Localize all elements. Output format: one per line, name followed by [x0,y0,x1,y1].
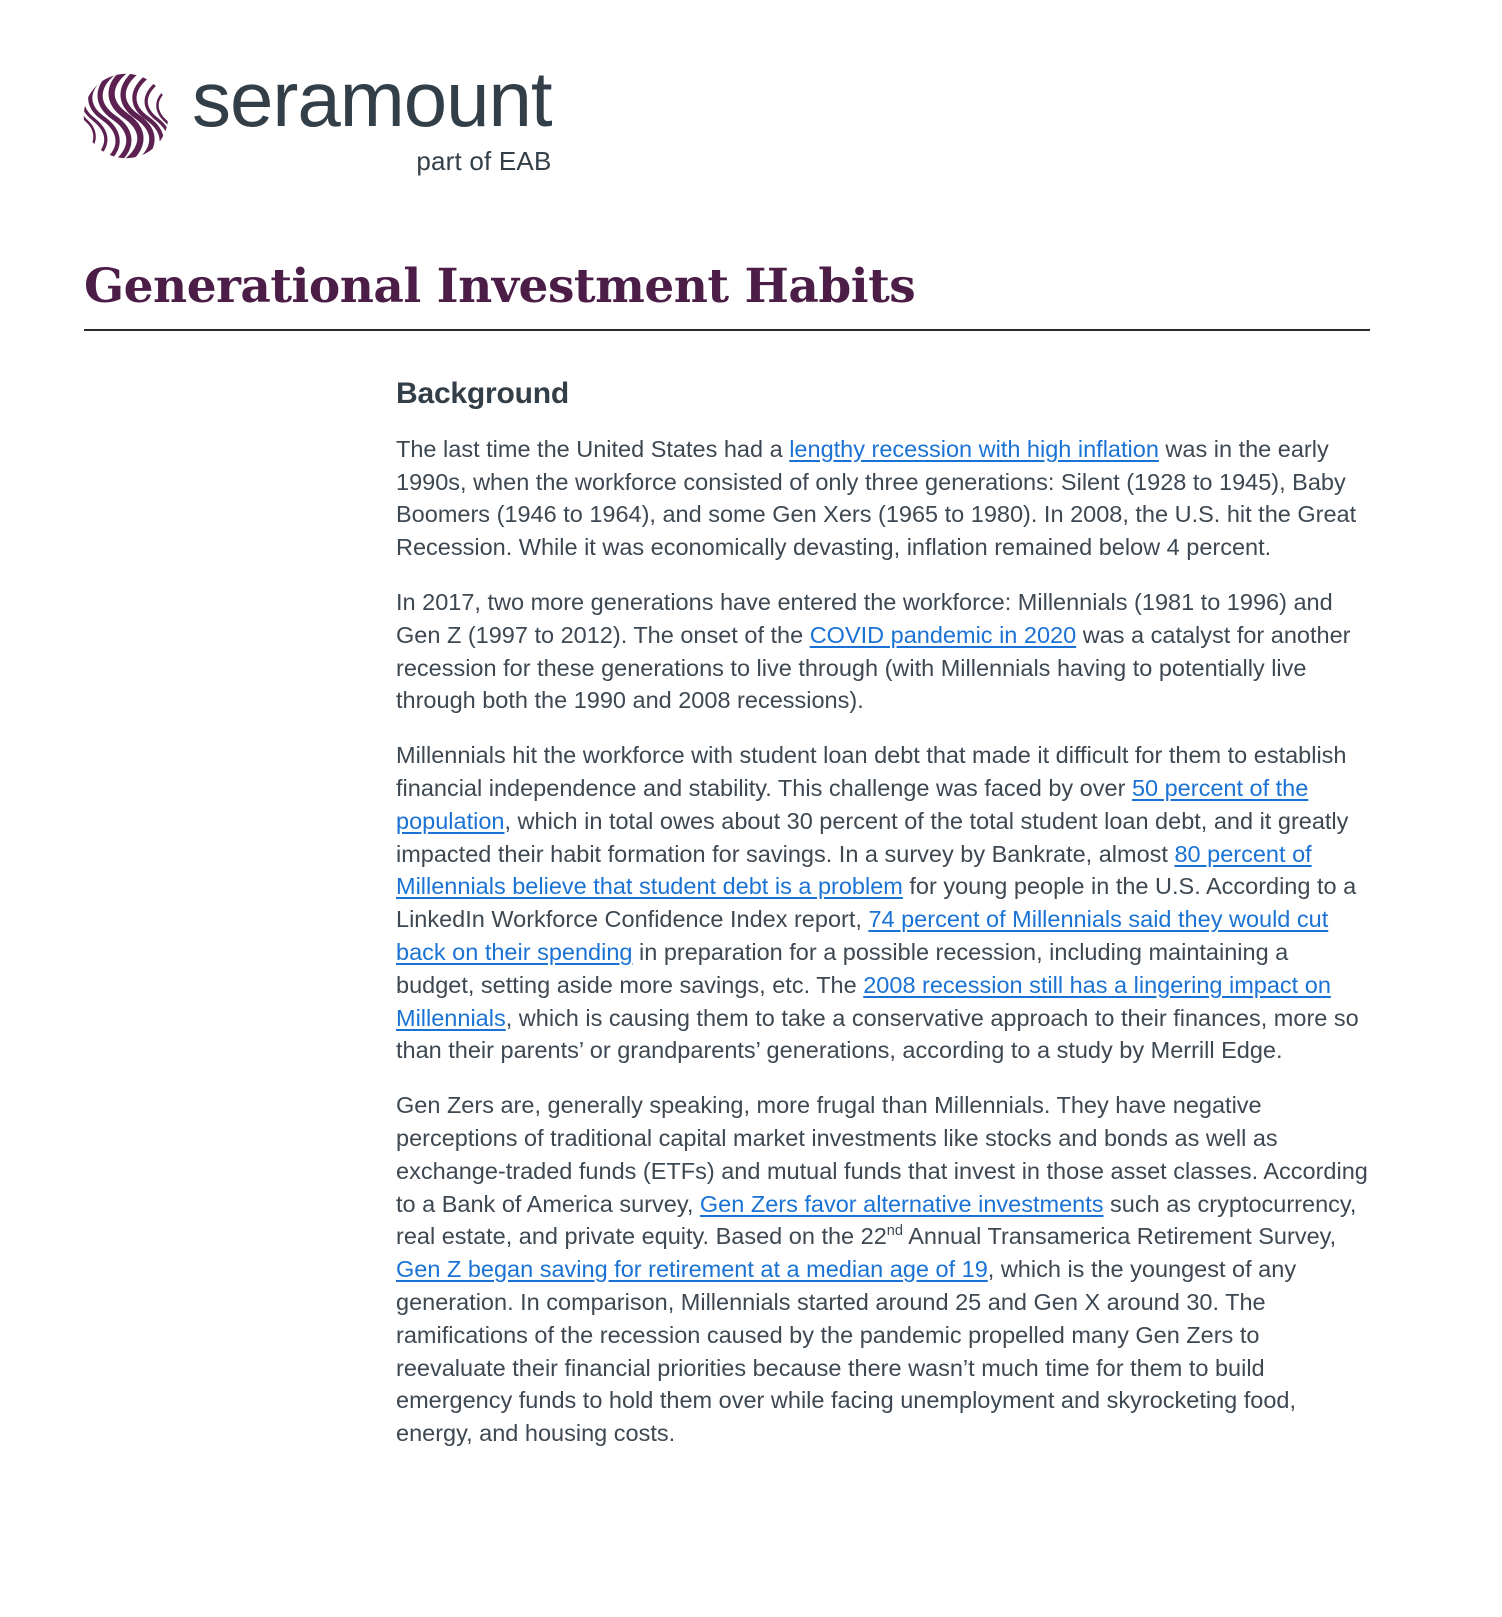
body-text-run: The last time the United States had a [396,435,790,462]
body-paragraph [396,433,1372,564]
body-link[interactable]: 2008 recession still has a lingering impact on Millennials [396,971,1331,1031]
ordinal-suffix: nd [886,1223,903,1240]
seramount-swirl-icon [78,68,174,164]
body-text-run: in preparation for a possible recession, including maintaining a budget, setting aside more savings, etc. The [396,938,1289,998]
document-body [0,377,1502,1450]
body-text-run: , which is the youngest of any generation. In comparison, Millennials started around 25 and Gen X around 30. The ramifications of the recession caused by the pandemic propelled many Gen Zers to reevaluate their financial priorities because there wasn’t much time for them to build emergency funds to hold them over while facing unemployment and skyrocketing food, energy, and housing costs. [396,1256,1297,1447]
body-link[interactable]: Gen Z began saving for retirement at a median age of 19 [396,1256,988,1283]
title-divider [84,329,1370,331]
body-text-run: In 2017, two more generations have entered the workforce: Millennials (1981 to 1996) and Gen Z (1997 to 2012). The onset of the [396,588,1333,648]
body-text-run: Annual Transamerica Retirement Survey, [902,1223,1337,1250]
body-paragraph [396,1089,1372,1450]
body-paragraph [396,586,1372,717]
body-text-run: was a catalyst for another recession for these generations to live through (with Millennials having to potentially live through both the 1990 and 2008 recessions). [396,621,1351,714]
body-link[interactable]: Gen Zers favor alternative investments [699,1190,1104,1217]
body-text-run: was in the early 1990s, when the workforce consisted of only three generations: Silent (1928 to 1945), Baby Boomers (1946 to 1964), and some Gen Xers (1965 to 1980). In 2008, the U.S. hit the Great Recession. While it was economically devasting, inflation remained below 4 percent. [396,435,1357,561]
seramount-logo [78,55,1502,177]
brand-tagline: part of EAB [416,146,552,177]
body-link[interactable]: 50 percent of the population [396,774,1309,834]
brand-wordmark: seramount [192,55,552,143]
logo-text-block [192,55,552,177]
paragraph-list [396,433,1372,1450]
body-text-run: Millennials hit the workforce with student loan debt that made it difficult for them to establish financial independence and stability. This challenge was faced by over [396,742,1347,801]
document-header [0,0,1502,177]
body-link[interactable]: 74 percent of Millennials said they would cut back on their spending [396,906,1329,965]
body-paragraph [396,739,1372,1067]
body-text-run: , which is causing them to take a conservative approach to their finances, more so than their parents’ or grandparents’ generations, according to a study by Merrill Edge. [396,1004,1359,1064]
body-text-run: such as cryptocurrency, real estate, and private equity. Based on the 22 [396,1190,1357,1250]
body-text-run: for young people in the U.S. According to a LinkedIn Workforce Confidence Index report, [396,873,1357,933]
body-link[interactable]: lengthy recession with high inflation [789,435,1159,462]
section-heading-background: Background [396,376,570,410]
body-text-run: Gen Zers are, generally speaking, more frugal than Millennials. They have negative perceptions of traditional capital market investments like stocks and bonds as well as exchange-traded funds (ETFs) and mutual funds that invest in those asset classes. According to a Bank of America survey, [396,1092,1368,1217]
title-block [0,261,1502,331]
body-link[interactable]: COVID pandemic in 2020 [809,621,1077,648]
page-title: Generational Investment Habits [84,259,916,315]
body-text-run: , which in total owes about 30 percent of the total student loan debt, and it greatly impacted their habit formation for savings. In a survey by Bankrate, almost [396,807,1349,867]
body-link[interactable]: 80 percent of Millennials believe that student debt is a problem [396,840,1312,900]
